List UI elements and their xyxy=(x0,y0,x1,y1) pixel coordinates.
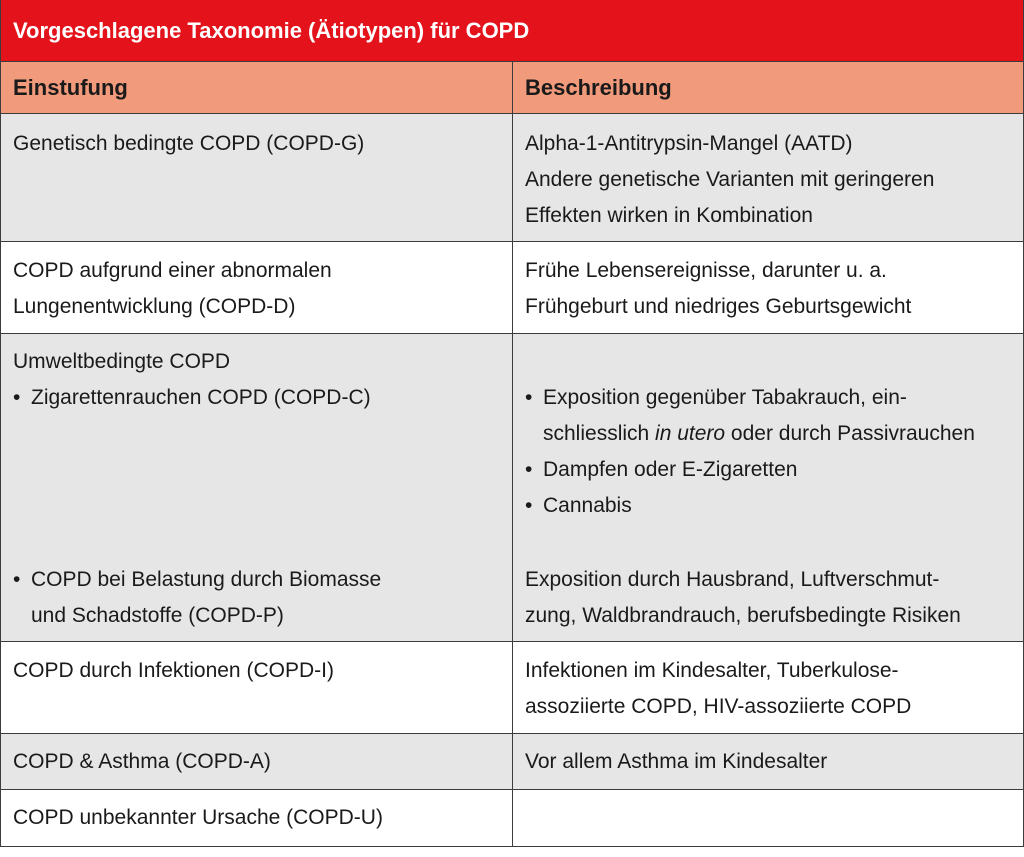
table-row-infection-description xyxy=(513,642,1023,734)
table-row-unknown-classification xyxy=(1,790,513,846)
description-line: assoziierte COPD, HIV-assoziierte COPD xyxy=(525,695,912,718)
description-italic: in utero xyxy=(655,422,726,445)
classification-text: COPD durch Infektionen (COPD-I) xyxy=(13,659,334,682)
description-line: Frühgeburt und niedriges Geburtsgewicht xyxy=(525,295,912,318)
description-text: schliesslich xyxy=(543,422,656,445)
description-line: Infektionen im Kindesalter, Tuberkulose- xyxy=(525,659,899,682)
description-text: oder durch Passivrauchen xyxy=(725,422,975,445)
classification-bullet-smoking: • Zigarettenrauchen COPD (COPD-C) xyxy=(13,380,371,416)
table-row-asthma-classification xyxy=(1,734,513,790)
description-bullet-tobacco-cont xyxy=(525,416,975,452)
column-header-description: Beschreibung xyxy=(513,62,1023,114)
description-line: zung, Waldbrandrauch, berufsbedingte Risiken xyxy=(525,604,961,627)
description-bullet-tobacco: • Exposition gegenüber Tabakrauch, ein- xyxy=(525,380,907,416)
description-line: Andere genetische Varianten mit geringeren xyxy=(525,168,935,191)
description-line: Exposition durch Hausbrand, Luftverschmut- xyxy=(525,568,940,591)
description-line: Alpha-1-Antitrypsin-Mangel (AATD) xyxy=(525,132,853,155)
table-row-unknown-description xyxy=(513,790,1023,846)
classification-text: COPD aufgrund einer abnormalen xyxy=(13,259,332,282)
table-row-environmental-classification xyxy=(1,334,513,642)
description-line: Effekten wirken in Kombination xyxy=(525,204,813,227)
description-bullet-cannabis: • Cannabis xyxy=(525,488,632,524)
classification-text: Lungenentwicklung (COPD-D) xyxy=(13,295,296,318)
table-title: Vorgeschlagene Taxonomie (Ätiotypen) für COPD xyxy=(1,0,1023,62)
table-row-development-classification xyxy=(1,242,513,334)
description-bullet-vaping: • Dampfen oder E-Zigaretten xyxy=(525,452,797,488)
group-label: Umweltbedingte COPD xyxy=(13,350,231,373)
classification-text: COPD unbekannter Ursache (COPD-U) xyxy=(13,806,383,829)
classification-bullet-biomass: • COPD bei Belastung durch Biomasse xyxy=(13,562,381,598)
table-row-environmental-description xyxy=(513,334,1023,642)
description-line: Frühe Lebensereignisse, darunter u. a. xyxy=(525,259,887,282)
table-row-genetic-description xyxy=(513,114,1023,242)
table-row-asthma-description xyxy=(513,734,1023,790)
description-line: Vor allem Asthma im Kindesalter xyxy=(525,750,828,773)
table-row-development-description xyxy=(513,242,1023,334)
classification-text: Genetisch bedingte COPD (COPD-G) xyxy=(13,132,365,155)
table-row-genetic-classification xyxy=(1,114,513,242)
table-row-infection-classification xyxy=(1,642,513,734)
column-header-classification: Einstufung xyxy=(1,62,513,114)
classification-text: COPD & Asthma (COPD-A) xyxy=(13,750,271,773)
classification-bullet-biomass-cont: und Schadstoffe (COPD-P) xyxy=(31,604,284,627)
